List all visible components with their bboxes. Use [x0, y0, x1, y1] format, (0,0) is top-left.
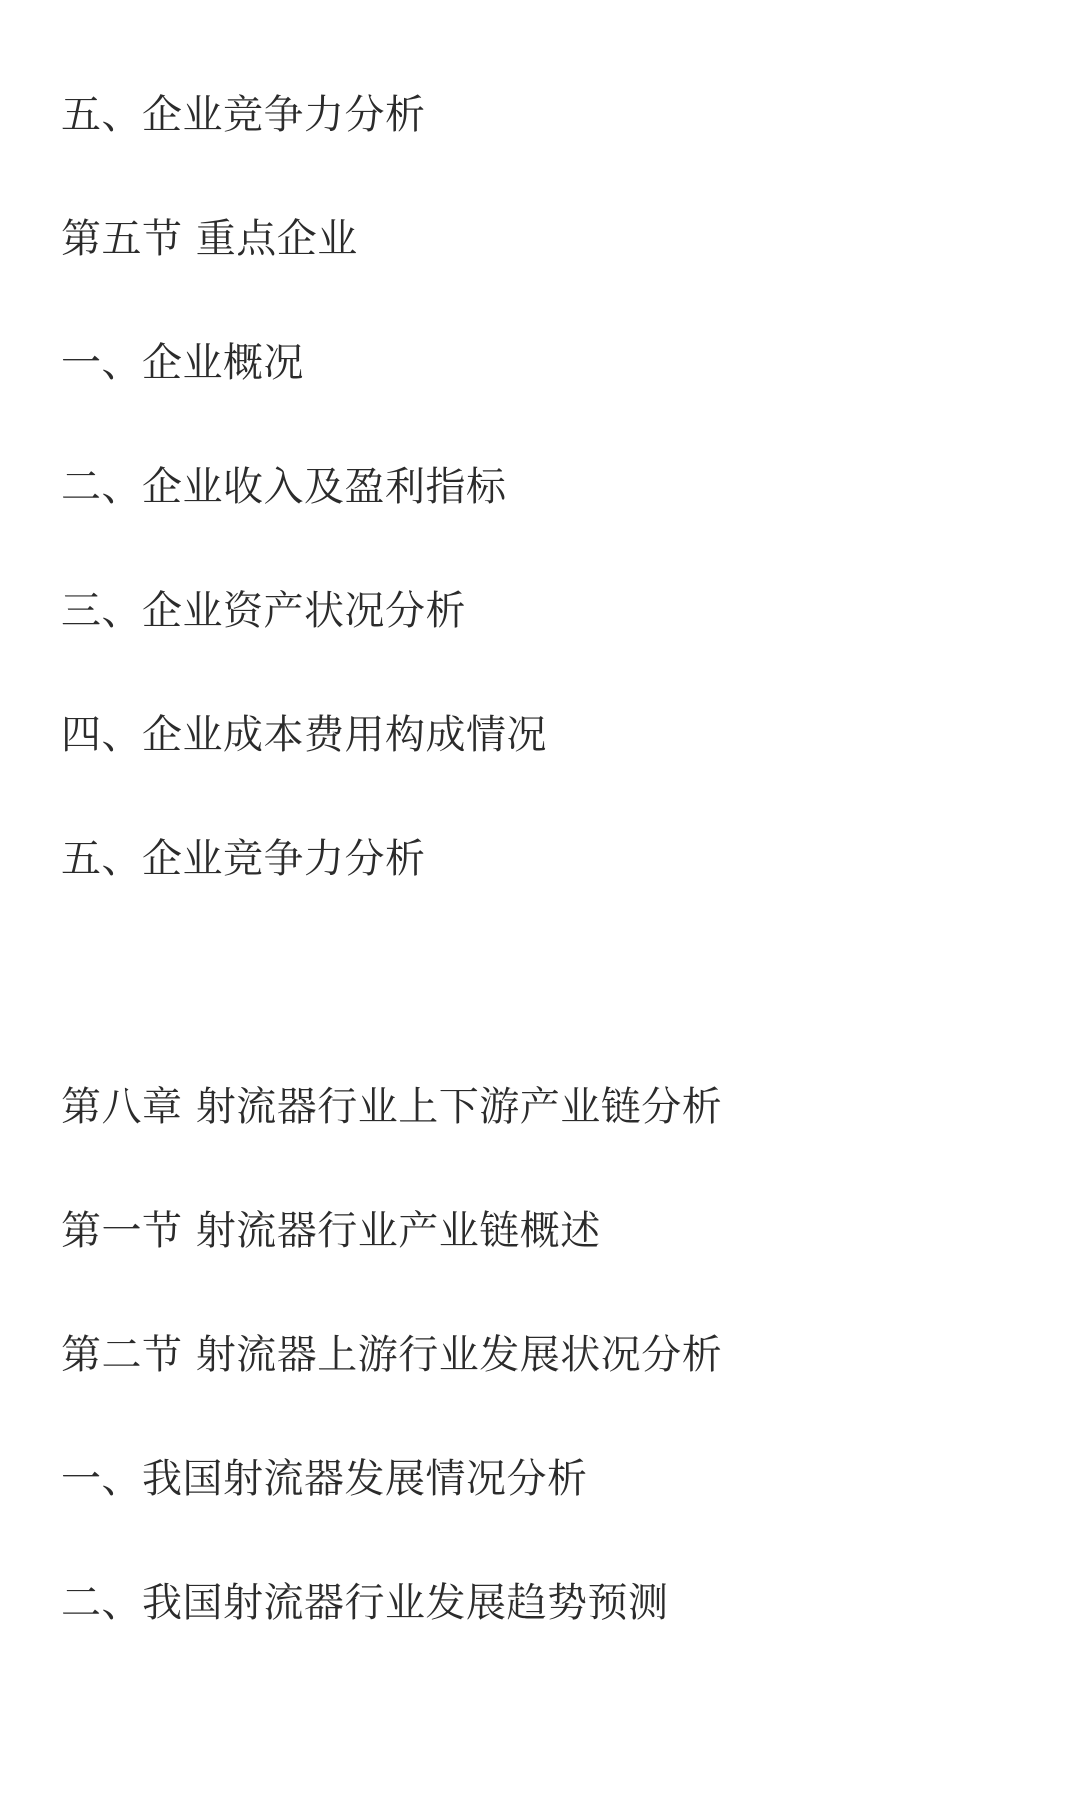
toc-item-section: 第二节 射流器上游行业发展状况分析	[61, 1332, 723, 1378]
toc-item-subsection: 四、企业成本费用构成情况	[61, 712, 547, 758]
toc-item-subsection: 二、企业收入及盈利指标	[61, 464, 507, 510]
toc-item-subsection: 二、我国射流器行业发展趋势预测	[61, 1580, 669, 1626]
toc-item-section: 第五节 重点企业	[61, 216, 358, 262]
toc-item-chapter: 第八章 射流器行业上下游产业链分析	[61, 1084, 723, 1130]
toc-item-subsection: 一、企业概况	[61, 340, 304, 386]
toc-item-subsection: 五、企业竞争力分析	[61, 836, 426, 882]
toc-item-subsection: 三、企业资产状况分析	[61, 588, 466, 634]
toc-item-section: 第一节 射流器行业产业链概述	[61, 1208, 601, 1254]
toc-item-subsection: 一、我国射流器发展情况分析	[61, 1456, 588, 1502]
toc-item-subsection: 五、企业竞争力分析	[61, 92, 426, 138]
